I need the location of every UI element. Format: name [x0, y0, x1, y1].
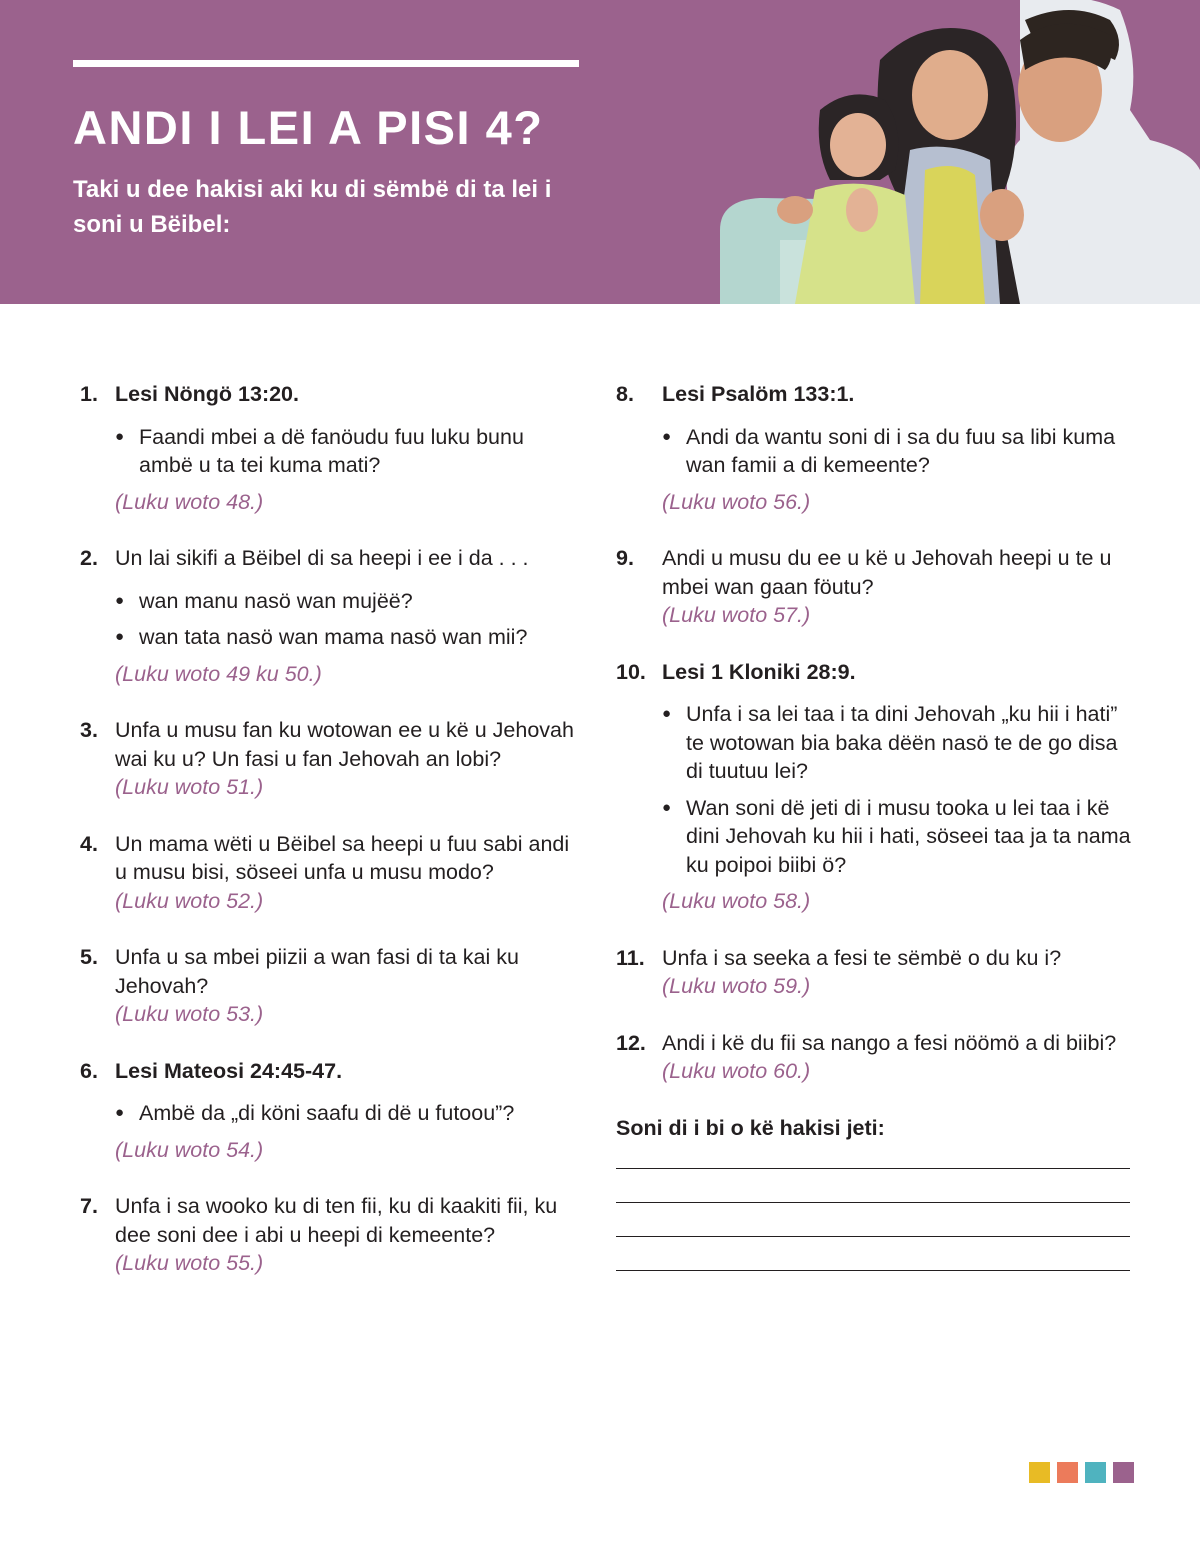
- header-band: [0, 0, 1200, 304]
- question-12: [616, 1029, 1136, 1086]
- color-squares: [1029, 1462, 1134, 1483]
- note-line[interactable]: [616, 1168, 1130, 1169]
- reference-text: (Luku woto 51.): [115, 775, 264, 799]
- question-8: [616, 380, 1136, 516]
- color-square-orange: [1057, 1462, 1078, 1483]
- question-number: 11.: [616, 945, 645, 970]
- bullet-item: ● Unfa i sa lei taa i ta dini Jehovah „ku hii i hati” te wotowan bia baka dëën nasö te de go disa di tuutuu lei?: [662, 700, 1136, 786]
- reference-text: (Luku woto 56.): [662, 489, 811, 514]
- page-subtitle: Taki u dee hakisi aki ku di sëmbë di ta lei i soni u Bëibel:: [73, 176, 552, 238]
- questions-left-column: [80, 380, 580, 1306]
- question-bullets: [115, 587, 580, 652]
- bullet-item: ● Faandi mbei a dë fanöudu fuu luku bunu ambë u ta tei kuma mati?: [115, 423, 580, 480]
- color-square-yellow: [1029, 1462, 1050, 1483]
- question-number: 4.: [80, 831, 98, 856]
- bullet-item: ● Ambë da „di köni saafu di dë u futoou”?: [115, 1099, 580, 1128]
- question-number: 7.: [80, 1194, 98, 1218]
- questions-right-column: [616, 380, 1136, 1271]
- question-bullets: [115, 1099, 580, 1128]
- note-line[interactable]: [616, 1270, 1130, 1271]
- question-10: [616, 658, 1136, 916]
- bullet-item: ● Wan soni dë jeti di i musu tooka u lei taa i kë dini Jehovah ku hii i hati, söseei taa ja ta nama ku poipoi biibi ö?: [662, 794, 1136, 880]
- page-title: ANDI I LEI A PISI 4?: [73, 101, 544, 154]
- question-text: Lesi Mateosi 24:45-47.: [115, 1058, 343, 1083]
- question-bullets: [662, 423, 1136, 480]
- family-praying-illustration: [720, 0, 1200, 304]
- question-text: Unfa i sa wooko ku di ten fii, ku di kaakiti fii, ku dee soni dee i abi u heepi di kemeente?: [115, 1194, 558, 1247]
- color-square-purple: [1113, 1462, 1134, 1483]
- bullet-item: ● Andi da wantu soni di i sa du fuu sa libi kuma wan famii a di kemeente?: [662, 423, 1136, 480]
- reference-text: (Luku woto 52.): [115, 888, 264, 913]
- note-line[interactable]: [616, 1236, 1130, 1237]
- question-text: Unfa u musu fan ku wotowan ee u kë u Jehovah wai ku u? Un fasi u fan Jehovah an lobi?: [115, 718, 574, 771]
- question-text: Lesi Nöngö 13:20.: [115, 382, 299, 406]
- question-1: [80, 380, 580, 516]
- question-text: Lesi 1 Kloniki 28:9.: [662, 659, 856, 684]
- question-4: [80, 830, 580, 916]
- question-7: [80, 1192, 580, 1278]
- reference-text: (Luku woto 49 ku 50.): [115, 661, 322, 686]
- reference-text: (Luku woto 59.): [662, 974, 811, 998]
- question-number: 9.: [616, 546, 634, 570]
- question-bullets: [115, 423, 580, 480]
- note-line[interactable]: [616, 1202, 1130, 1203]
- question-text: Andi u musu du ee u kë u Jehovah heepi u te u mbei wan gaan föutu?: [662, 546, 1112, 599]
- question-9: [616, 544, 1136, 630]
- question-3: [80, 716, 580, 802]
- question-number: 10.: [616, 659, 646, 684]
- question-number: 1.: [80, 382, 98, 406]
- question-number: 5.: [80, 945, 98, 969]
- bullet-item: ● wan manu nasö wan mujëë?: [115, 587, 580, 616]
- reference-text: (Luku woto 55.): [115, 1251, 264, 1275]
- question-number: 6.: [80, 1058, 98, 1083]
- question-number: 8.: [616, 382, 634, 406]
- question-number: 3.: [80, 718, 98, 742]
- question-number: 12.: [616, 1030, 646, 1055]
- question-text: Un mama wëti u Bëibel sa heepi u fuu sabi andi u musu bisi, söseei unfa u musu modo?: [115, 831, 570, 884]
- notes-label: Soni di i bi o kë hakisi jeti:: [616, 1115, 885, 1140]
- question-6: [80, 1057, 580, 1165]
- question-bullets: [662, 700, 1136, 879]
- question-number: 2.: [80, 546, 98, 570]
- question-text: Un lai sikifi a Bëibel di sa heepi i ee i da . . .: [115, 546, 529, 570]
- reference-text: (Luku woto 57.): [662, 603, 811, 627]
- color-square-teal: [1085, 1462, 1106, 1483]
- question-text: Unfa i sa seeka a fesi te sëmbë o du ku i?: [662, 945, 1062, 970]
- question-text: Andi i kë du fii sa nango a fesi nöömö a di biibi?: [662, 1030, 1117, 1055]
- reference-text: (Luku woto 54.): [115, 1137, 264, 1162]
- question-11: [616, 944, 1136, 1001]
- header-rule: [73, 60, 579, 67]
- reference-text: (Luku woto 58.): [662, 889, 811, 913]
- question-text: Unfa u sa mbei piizii a wan fasi di ta kai ku Jehovah?: [115, 945, 519, 998]
- reference-text: (Luku woto 48.): [115, 489, 264, 514]
- bullet-item: ● wan tata nasö wan mama nasö wan mii?: [115, 623, 580, 652]
- question-text: Lesi Psalöm 133:1.: [662, 382, 855, 406]
- question-2: [80, 544, 580, 688]
- reference-text: (Luku woto 53.): [115, 1002, 264, 1026]
- reference-text: (Luku woto 60.): [662, 1059, 811, 1083]
- question-5: [80, 943, 580, 1029]
